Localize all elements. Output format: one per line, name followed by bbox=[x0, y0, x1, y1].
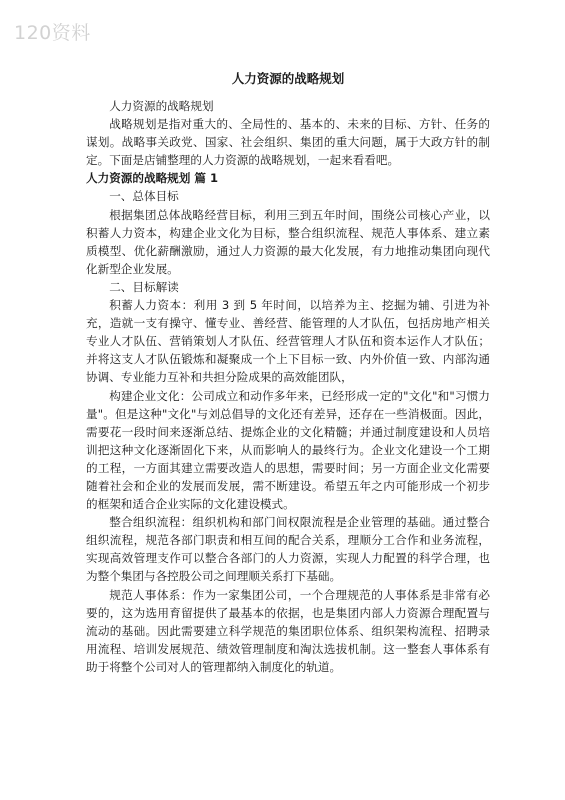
subheading-overall-goal: 一、总体目标 bbox=[109, 189, 179, 204]
paragraph-personnel-system: 规范人事体系：作为一家集团公司，一个合理规范的人事体系是非常有必要的，这为选用育留提供了最基本的依据，也是集团内部人力资源合理配置与流动的基础。因此需要建立科学规范的集团职位体系、组织架构流程、招聘录用流程、培训发展规范、绩效管理制度和淘汰选拔机制。这一整套人事体系有助于将整个公司对人的管理都纳入制度化的轨道。 bbox=[86, 587, 490, 674]
paragraph-corporate-culture: 构建企业文化：公司成立和动作多年来，已经形成一定的"文化"和"习惯力量"。但是这种"文化"与刘总倡导的文化还有差异，还存在一些消极面。因此，需要花一段时间来逐渐总结、提炼企业的文化精髓；并通过制度建设和人员培训把这种文化逐渐固化下来，从而影响人的最终行为。企业文化建设一个工期的工程，一方面其建立需要改造人的思想，需要时间；另一方面企业文化需要随着社会和企业的发展而发展，需不断建设。希望五年之内可能形成一个初步的框架和适合企业实际的文化建设模式。 bbox=[86, 388, 490, 512]
paragraph-subtitle: 人力资源的战略规划 bbox=[109, 99, 214, 113]
paragraph-organization-process: 整合组织流程：组织机构和部门间权限流程是企业管理的基础。通过整合组织流程，规范各部门职责和相互间的配合关系，理顺分工合作和业务流程，实现高效管理支作可以整合各部门的人力资源，实现人力配置的科学合理，也为整个集团与各控股公司之间理顺关系打下基础。 bbox=[86, 515, 490, 584]
paragraph-intro: 战略规划是指对重大的、全局性的、基本的、未来的目标、方针、任务的谋划。战略事关政党、国家、社会组织、集团的重大问题，属于大政方针的制定。下面是店铺整理的人力资源的战略规划，一起来看看吧。 bbox=[86, 117, 490, 168]
section-heading: 人力资源的战略规划 篇 1 bbox=[86, 171, 219, 186]
document-title: 人力资源的战略规划 bbox=[231, 71, 345, 86]
document-page bbox=[86, 71, 490, 676]
paragraph-overall-goal: 根据集团总体战略经营目标，利用三到五年时间，围绕公司核心产业，以积蓄人力资本，构建企业文化为目标，整合组织流程、规范人事体系、建立素质模型、优化薪酬激励，通过人力资源的最大化发展，有力地推动集团向现代化新型企业发展。 bbox=[86, 207, 490, 276]
watermark: 120资料 bbox=[14, 22, 91, 44]
subheading-goal-interpretation: 二、目标解读 bbox=[109, 279, 179, 294]
paragraph-human-capital: 积蓄人力资本：利用 3 到 5 年时间，以培养为主、挖掘为辅、引进为补充，造就一支有操守、懂专业、善经营、能管理的人才队伍，包括房地产相关专业人才队伍、营销策划人才队伍、经营管理人才队伍和资本运作人才队伍；并将这支人才队伍锻炼和凝聚成一个上下目标一致、内外价值一致、内部沟通协调、专业能力互补和共担分险成果的高效能团队， bbox=[86, 298, 490, 385]
